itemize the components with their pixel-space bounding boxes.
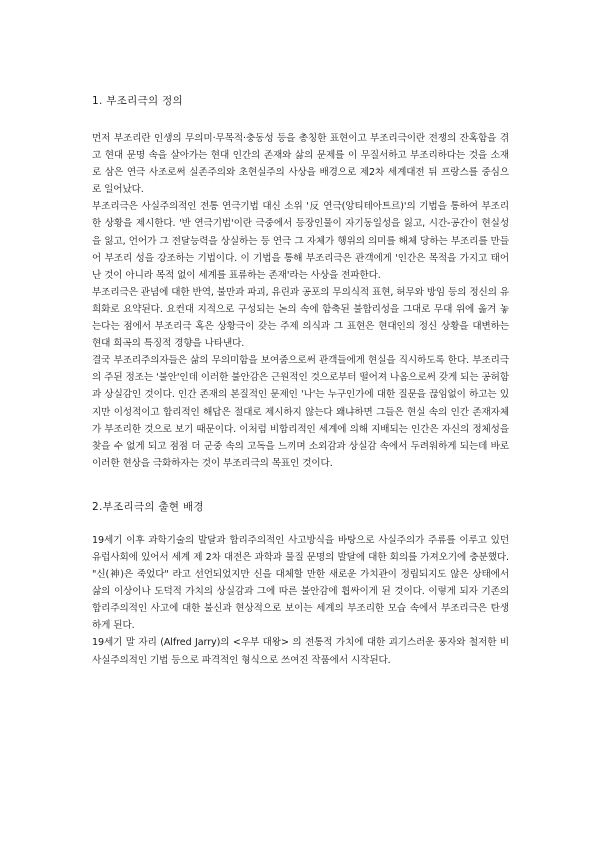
- section-1-paragraph-1: 먼저 부조리란 인생의 무의미·무목적·충동성 등을 총칭한 표현이고 부조리극이란 전쟁의 잔혹함을 겪고 현대 문명 속을 살아가는 현대 인간의 존재와 삶의 문제를 이 무질서하고 부조리하다는 것을 소재로 삼은 연극 사조로써 실존주의와 초현실주의 사상을 배경으로 제2차 세계대전 뒤 프랑스를 중심으로 일어났다.: [92, 133, 509, 196]
- section-1-paragraph-3: 부조리극은 관념에 대한 반역, 불만과 파괴, 유린과 공포의 무의식적 표현, 허무와 방임 등의 정신의 유희화로 요약된다. 요컨대 지적으로 구성되는 논의 속에 함축된 불합리성을 그대로 무대 위에 옮겨 놓는다는 점에서 부조리극 혹은 상황극이 갖는 주제 의식과 그 표현은 현대인의 정신 상황을 대변하는 현대 희곡의 특징적 경향을 나타낸다.: [92, 286, 509, 350]
- section-1-title: 1. 부조리극의 정의: [92, 95, 183, 107]
- section-2-paragraph-1: 19세기 이후 과학기술의 발달과 합리주의적인 사고방식을 바탕으로 사실주의가 주류를 이루고 있던 유럽사회에 있어서 세계 제 2차 대전은 과학과 물질 문명의 발달에 대한 회의를 가져오기에 충분했다. "신(神)은 죽었다" 라고 선언되었지만 신을 대체할 만한 새로운 가치관이 정립되지도 않은 상태에서 삶의 이상이나 도덕적 가치의 상실감과 그에 따른 불안감에 휩싸이게 된 것이다. 이렇게 되자 기존의 합리주의적인 사고에 대한 불신과 현상적으로 보이는 세계의 부조리한 모습 속에서 부조리극은 탄생하게 된다.: [92, 534, 509, 632]
- section-1-paragraph-2: 부조리극은 사실주의적인 전통 연극기법 대신 소위 '反 연극(앙티테아트르)'의 기법을 통하여 부조리한 상황을 제시한다. '반 연극기법'이란 극중에서 등장인물이 자기동일성을 잃고, 시간-공간이 현실성을 잃고, 언어가 그 전달능력을 상실하는 등 연극 그 자체가 행위의 의미를 해체 당하는 부조리를 만들어 부조리 성을 강조하는 기법이다. 이 기법을 통해 부조리극은 관객에게 '인간은 목적을 가지고 태어난 것이 아니라 목적 없이 세계를 표류하는 존재'라는 사상을 전파한다.: [92, 201, 509, 281]
- section-2-title: 2.부조리극의 출현 배경: [92, 500, 204, 513]
- document-body: [92, 94, 509, 669]
- section-1-paragraph-4: 결국 부조리주의자들은 삶의 무의미함을 보여줌으로써 관객들에게 현실을 직시하도록 한다. 부조리극의 주된 정조는 '불안'인데 이러한 불안감은 근원적인 것으로부터 떨어져 나옴으로써 갖게 되는 공허함과 상실감인 것이다. 인간 존재의 본질적인 문제인 '나'는 누구인가에 대한 질문을 끊임없이 하고는 있지만 이성적이고 합리적인 해답은 절대로 제시하지 않는다 왜냐하면 그들은 현실 속의 인간 존재자체가 부조리한 것으로 보기 때문이다. 이처럼 비합리적인 세계에 의해 지배되는 인간은 자신의 정체성을 찾을 수 없게 되고 점점 더 군중 속의 고독을 느끼며 소외감과 상실감 속에서 두려워하게 되는데 바로 이러한 현상을 극화하자는 것이 부조리극의 목표인 것이다.: [92, 355, 509, 469]
- section-2-paragraph-2: 19세기 말 자리 (Alfred Jarry)의 <우부 대왕> 의 전통적 가치에 대한 괴기스러운 풍자와 철저한 비 사실주의적인 기법 등으로 파격적인 형식으로 쓰여진 작품에서 시작된다.: [92, 637, 509, 666]
